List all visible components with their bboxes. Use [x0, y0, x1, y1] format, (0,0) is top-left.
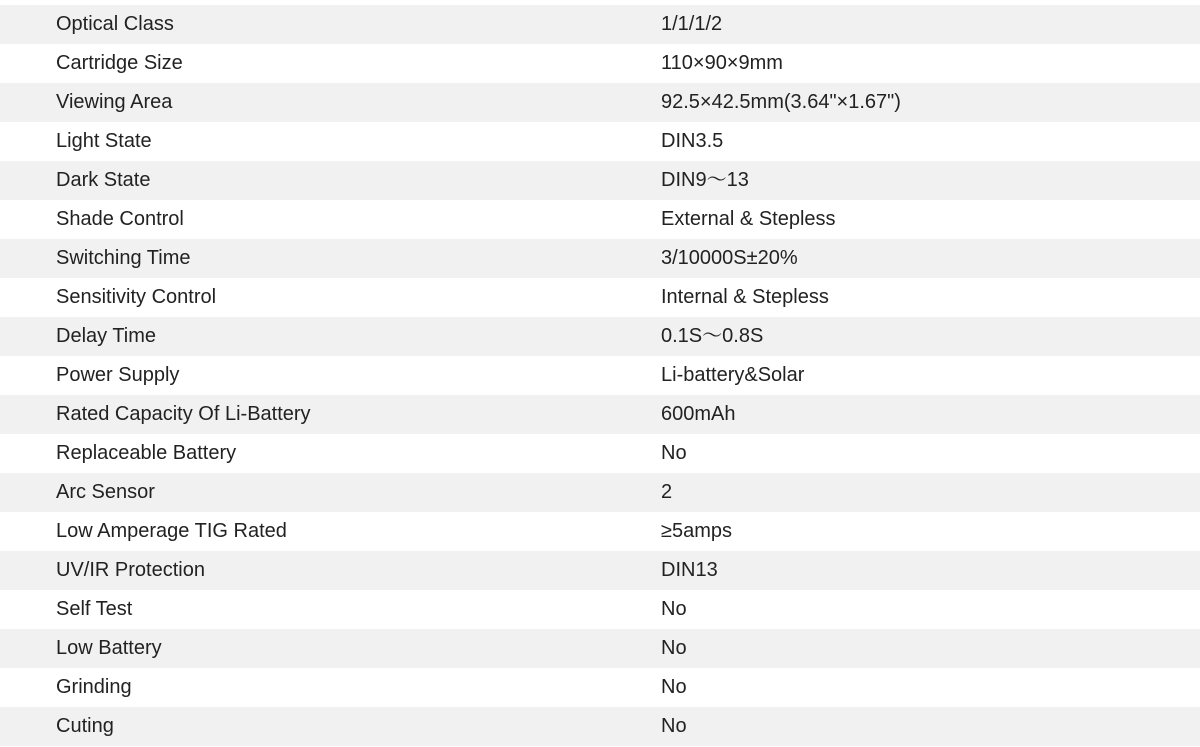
spec-label: Viewing Area: [56, 91, 173, 113]
spec-value: ≥5amps: [661, 520, 733, 542]
spec-row-sensitivity-control: [0, 278, 1200, 317]
spec-label: Cuting: [56, 715, 114, 737]
spec-label: Arc Sensor: [56, 481, 155, 503]
spec-label: Dark State: [56, 169, 151, 191]
spec-row-viewing-area: [0, 83, 1200, 122]
spec-value: 110×90×9mm: [661, 52, 783, 74]
spec-row-grinding: [0, 668, 1200, 707]
spec-value: Li-battery&Solar: [661, 364, 805, 386]
spec-label: Self Test: [56, 598, 133, 620]
spec-row-low-amperage-tig: [0, 512, 1200, 551]
spec-value: External & Stepless: [661, 208, 836, 230]
spec-value: No: [661, 676, 687, 698]
spec-label: UV/IR Protection: [56, 559, 205, 581]
spec-value: No: [661, 442, 687, 464]
spec-label: Delay Time: [56, 325, 157, 347]
spec-value: 92.5×42.5mm(3.64"×1.67"): [661, 91, 901, 113]
spec-row-power-supply: [0, 356, 1200, 395]
spec-value: DIN9～13: [661, 169, 749, 191]
spec-label: Power Supply: [56, 364, 180, 386]
spec-table: [0, 5, 1200, 746]
spec-value: 1/1/1/2: [661, 13, 723, 35]
spec-value: No: [661, 598, 687, 620]
spec-row-self-test: [0, 590, 1200, 629]
spec-value: 2: [661, 481, 673, 503]
spec-row-low-battery: [0, 629, 1200, 668]
spec-label: Grinding: [56, 676, 132, 698]
spec-value: No: [661, 637, 687, 659]
spec-label: Rated Capacity Of Li-Battery: [56, 403, 311, 425]
spec-row-optical-class: [0, 5, 1200, 44]
spec-label: Sensitivity Control: [56, 286, 217, 308]
spec-row-cuting: [0, 707, 1200, 746]
spec-row-switching-time: [0, 239, 1200, 278]
spec-row-replaceable-battery: [0, 434, 1200, 473]
spec-row-light-state: [0, 122, 1200, 161]
spec-label: Low Battery: [56, 637, 162, 659]
spec-label: Low Amperage TIG Rated: [56, 520, 287, 542]
spec-row-rated-capacity: [0, 395, 1200, 434]
spec-row-cartridge-size: [0, 44, 1200, 83]
spec-label: Light State: [56, 130, 152, 152]
spec-label: Cartridge Size: [56, 52, 183, 74]
spec-row-delay-time: [0, 317, 1200, 356]
spec-value: No: [661, 715, 687, 737]
spec-value: DIN13: [661, 559, 718, 581]
spec-label: Switching Time: [56, 247, 191, 269]
spec-value: 0.1S～0.8S: [661, 325, 764, 347]
spec-label: Replaceable Battery: [56, 442, 237, 464]
spec-row-uv-ir-protection: [0, 551, 1200, 590]
spec-label: Shade Control: [56, 208, 184, 230]
spec-value: Internal & Stepless: [661, 286, 829, 308]
spec-row-shade-control: [0, 200, 1200, 239]
spec-value: DIN3.5: [661, 130, 724, 152]
spec-value: 3/10000S±20%: [661, 247, 798, 269]
spec-row-dark-state: [0, 161, 1200, 200]
spec-row-arc-sensor: [0, 473, 1200, 512]
spec-value: 600mAh: [661, 403, 736, 425]
spec-label: Optical Class: [56, 13, 174, 35]
